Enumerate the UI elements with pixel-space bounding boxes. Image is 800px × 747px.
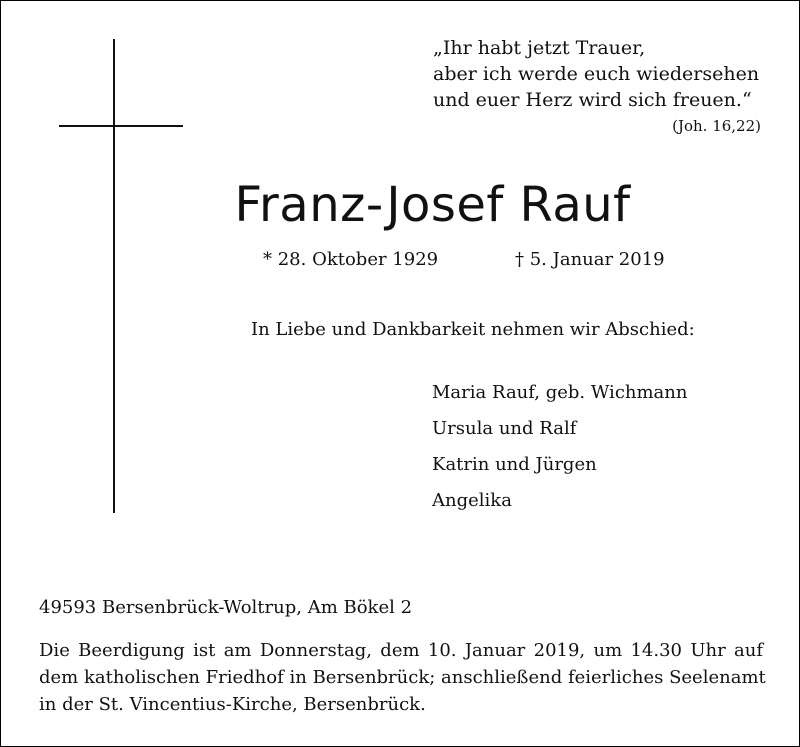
cross-icon [113, 39, 115, 513]
funeral-line: Die Beerdigung ist am Donnerstag, dem 10. Januar 2019, um 14.30 Uhr auf [39, 640, 763, 661]
birth-date: * 28. Oktober 1929 [263, 249, 439, 270]
quote-line: aber ich werde euch wiedersehen [433, 63, 760, 85]
mourner-name: Ursula und Ralf [432, 418, 577, 439]
bible-quote [433, 35, 759, 113]
quote-source: (Joh. 16,22) [672, 117, 761, 135]
mourner-name: Katrin und Jürgen [432, 454, 597, 475]
funeral-line: dem katholischen Friedhof in Bersenbrück; anschließend feierliches Seelenamt [39, 667, 766, 688]
death-date: † 5. Januar 2019 [515, 249, 665, 270]
mourners-list [432, 380, 687, 524]
family-address: 49593 Bersenbrück-Woltrup, Am Bökel 2 [39, 597, 413, 618]
cross-icon-crossbar [59, 125, 183, 127]
mourner-name: Maria Rauf, geb. Wichmann [432, 382, 688, 403]
funeral-line: in der St. Vincentius-Kirche, Bersenbrück. [39, 694, 426, 715]
mourner-name: Angelika [432, 490, 512, 511]
deceased-name: Franz-Josef Rauf [234, 177, 631, 233]
farewell-text: In Liebe und Dankbarkeit nehmen wir Abschied: [251, 319, 695, 340]
quote-line: und euer Herz wird sich freuen.“ [433, 89, 752, 111]
quote-line: „Ihr habt jetzt Trauer, [433, 37, 646, 59]
funeral-details [39, 637, 766, 718]
